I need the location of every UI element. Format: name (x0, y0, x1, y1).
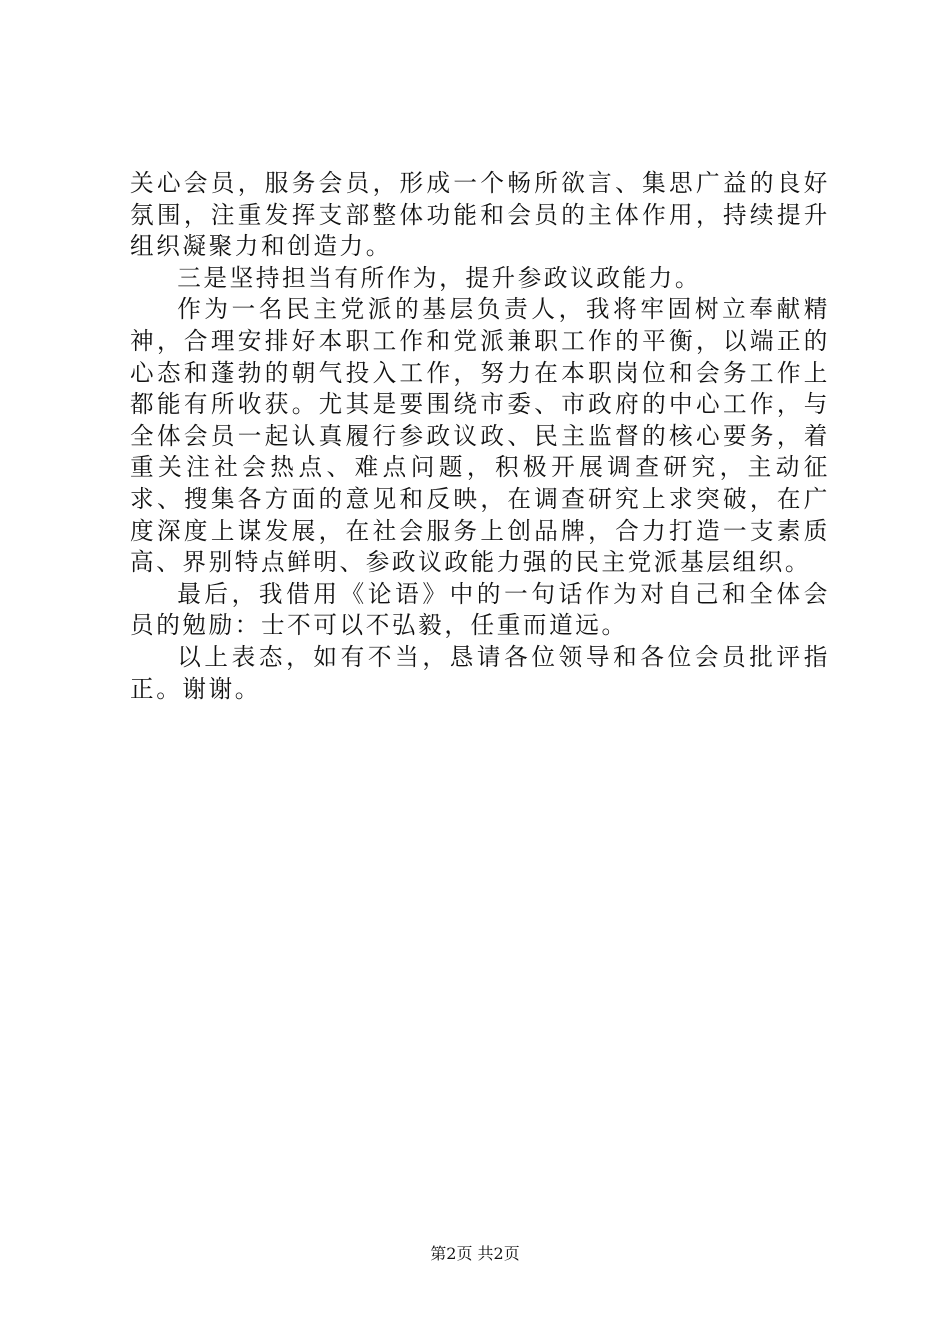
document-body (130, 168, 830, 705)
page-number-label: 第2页 共2页 (430, 1244, 520, 1263)
paragraph-quote: 最后，我借用《论语》中的一句话作为对自己和全体会员的勉励：士不可以不弘毅，任重而道远。 (130, 579, 830, 640)
paragraph-closing: 以上表态，如有不当，恳请各位领导和各位会员批评指正。谢谢。 (130, 642, 830, 703)
paragraph-heading-three: 三是坚持担当有所作为，提升参政议政能力。 (177, 263, 702, 292)
paragraph-continued: 关心会员，服务会员，形成一个畅所欲言、集思广益的良好氛围，注重发挥支部整体功能和会员的主体作用，持续提升组织凝聚力和创造力。 (130, 169, 830, 261)
paragraph-commitment: 作为一名民主党派的基层负责人，我将牢固树立奉献精神，合理安排好本职工作和党派兼职工作的平衡，以端正的心态和蓬勃的朝气投入工作，努力在本职岗位和会务工作上都能有所收获。尤其是要围绕市委、市政府的中心工作，与全体会员一起认真履行参政议政、民主监督的核心要务，着重关注社会热点、难点问题，积极开展调查研究，主动征求、搜集各方面的意见和反映，在调查研究上求突破，在广度深度上谋发展，在社会服务上创品牌，合力打造一支素质高、界别特点鲜明、参政议政能力强的民主党派基层组织。 (130, 295, 830, 577)
page-footer (0, 1243, 950, 1265)
